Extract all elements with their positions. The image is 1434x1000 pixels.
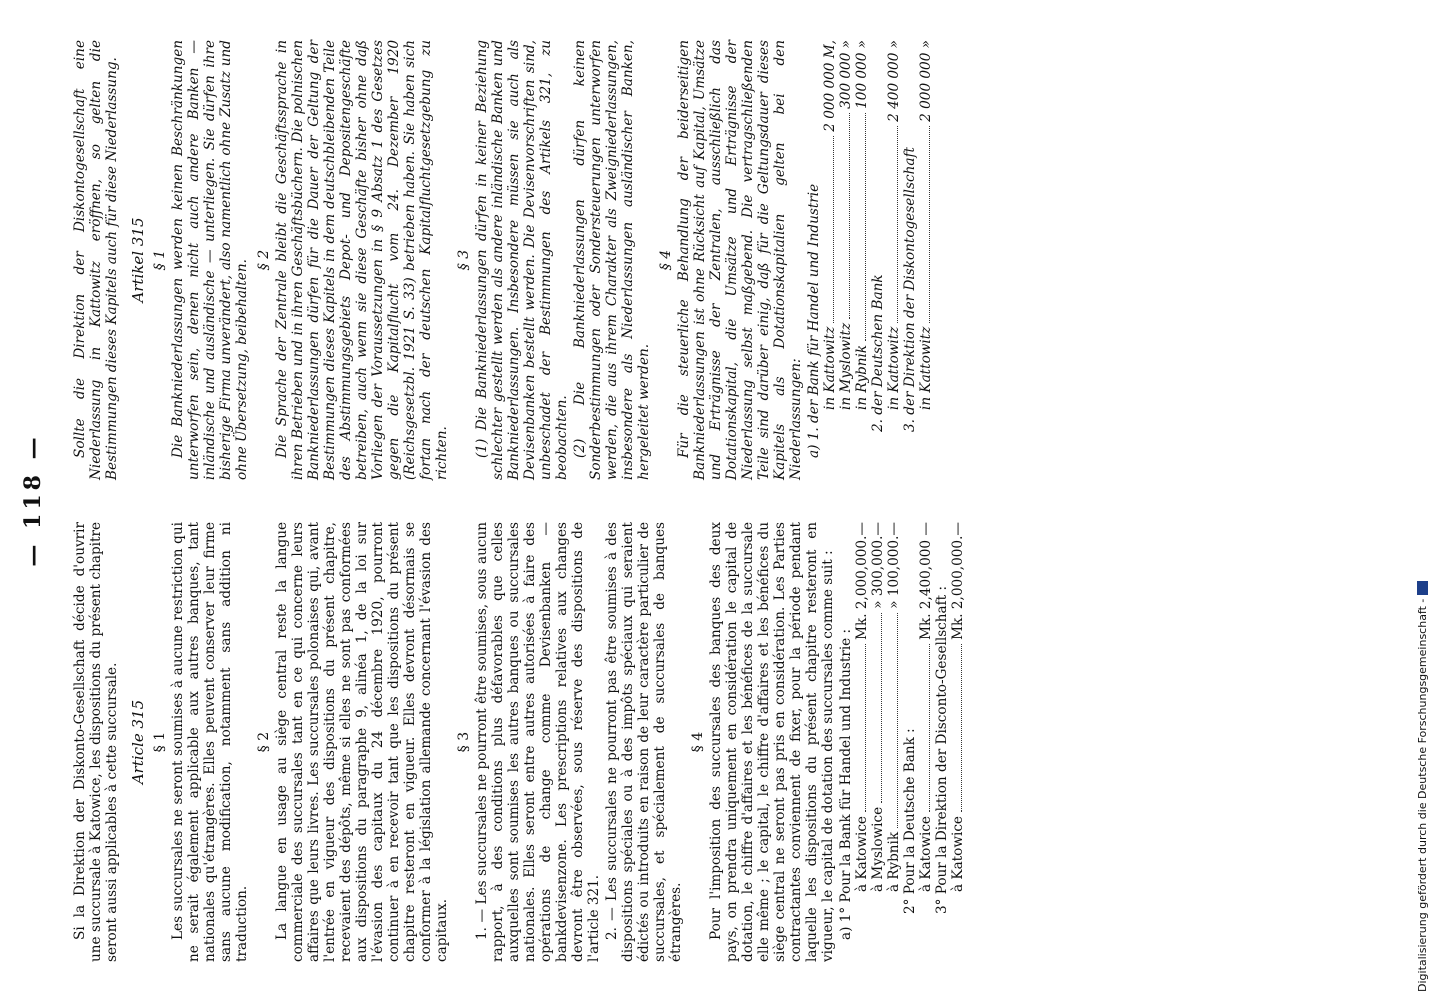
footer-text: Digitalisierung gefördert durch die Deutsche Forschungsgemeinschaft - — [1416, 598, 1429, 992]
french-s1-title: § 1 — [152, 731, 168, 753]
list-item: à Rybnik » 100,000.— — [886, 522, 902, 892]
list-item: à Katowice Mk. 2,400,000 — — [918, 522, 934, 892]
digitization-footer — [1416, 8, 1429, 992]
german-list-a2-rows — [886, 40, 902, 480]
french-list-a1: a) 1° Pour la Bank für Handel und Industrie : — [838, 628, 854, 940]
german-list-a1-rows — [822, 40, 870, 480]
list-item: in Kattowitz 2 000 000 » — [918, 40, 934, 410]
german-s4-title: § 4 — [658, 249, 674, 271]
german-article-title: Artikel 315 — [129, 217, 147, 303]
french-list-a3-rows — [950, 522, 966, 962]
french-s1-text: Les succursales ne seront soumises à aucune restriction qui ne serait également applicable aux autres banques, tant nationales qu'étrangères. Elles peuvent conserver leur firme sans aucune modification, notamment sans addition ni traduction. — [170, 522, 250, 962]
french-column — [72, 522, 966, 962]
french-intro: Si la Direktion der Diskonto-Gesellschaft décide d'ouvrir une succursale à Katowice, les dispositions du présent chapitre seront aussi applicables à cette succursale. — [72, 522, 120, 962]
german-s1-text: Die Bankniederlassungen werden keinen Beschränkungen unterworfen sein, denen nicht auch andere Banken — inländische und ausländische — unterliegen. Sie dürfen ihre bisherige Firma unverändert, also namentlich ohne Zusatz und ohne Übersetzung, beibehalten. — [170, 40, 250, 480]
list-item: in Kattowitz 2 000 000 M, — [822, 40, 838, 410]
german-s1-title: § 1 — [152, 249, 168, 271]
french-list-a1-rows — [854, 522, 902, 962]
french-list-a2: 2° Pour la Deutsche Bank : — [902, 728, 918, 914]
french-list-a3: 3° Pour la Direktion der Disconto-Gesellschaft : — [934, 585, 950, 914]
french-s3-title: § 3 — [456, 731, 472, 753]
german-column — [72, 40, 934, 480]
german-s2-text: Die Sprache der Zentrale bleibt die Geschäftssprache in ihren Betrieben und in ihren Geschäftsbüchern. Die polnischen Bankniederlassungen dürfen für die Dauer der Geltung der Bestimmungen dieses Kapitels in dem deutschbleibenden Teile des Abstimmungsgebiets Depot- und Depositengeschäfte betreiben, auch wenn sie diese Geschäfte bisher ohne daß Vorliegen der Voraussetzungen in § 9 Absatz 1 des Gesetzes gegen die Kapitalflucht vom 24. Dezember 1920 (Reichsgesetzbl. 1921 S. 33) betrieben haben. Sie haben sich fortan nach der deutschen Kapitalfluchtgesetzgebung zu richten. — [274, 40, 450, 480]
list-item: à Katowice Mk. 2,000,000.— — [950, 522, 966, 892]
french-s3-p1: 1. — Les succursales ne pourront être soumises, sous aucun rapport, à des conditions plus défavorables que celles auxquelles sont soumises les autres banques ou succursales nationales. Elles seront entre autres autorisées à faire des opérations de change comme Devisenbanken — bankdevisenzone. Les prescriptions relatives aux changes devront être observées, sous réserve des dispositions de l'article 321. — [474, 522, 602, 962]
french-s3-p2: 2. — Les succursales ne pourront pas être soumises à des dispositions spéciales ou à des impôts spéciaux qui seraient édictés ou introduits en raison de leur caractère particulier de succursales, et spécialement de succursales de banques étrangères. — [604, 522, 684, 962]
list-item: in Kattowitz 2 400 000 » — [886, 40, 902, 410]
german-s4-text: Für die steuerliche Behandlung der beiderseitigen Bankniederlassungen ist ohne Rücksicht auf Kapital, Umsätze und Erträgnisse der Zentralen, ausschließlich das Dotationskapital, die Umsätze und Erträgnisse der Niederlassung selbst maßgebend. Die vertragschließenden Teile sind darüber einig, daß für die Geltungsdauer dieses Kapitels als Dotationskapitalien gelten bei den Niederlassungen: — [676, 40, 804, 480]
french-s2-title: § 2 — [256, 731, 272, 753]
german-list-a1: a) 1. der Bank für Handel und Industrie — [806, 183, 822, 458]
dfg-logo-icon — [1417, 581, 1428, 595]
german-s3-p2: (2) Die Bankniederlassungen dürfen keinen Sonderbestimmungen oder Sondersteuerungen unterworfen werden, die aus ihrem Charakter als Zweigniederlassungen, insbesondere als Niederlassungen ausländischer Banken, hergeleitet werden. — [572, 40, 652, 480]
page-number: — 118 — — [20, 433, 46, 567]
german-s3-title: § 3 — [456, 249, 472, 271]
german-s3-p1: (1) Die Bankniederlassungen dürfen in keiner Beziehung schlechter gestellt werden als andere inländische Banken und Bankniederlassungen. Insbesondere müssen sie auch als Devisenbanken bestellt werden. Die Devisenvorschriften sind, unbeschadet der Bestimmungen des Artikels 321, zu beobachten. — [474, 40, 570, 480]
list-item: à Myslowice » 300,000.— — [870, 522, 886, 892]
german-list-a3: 3. der Direktion der Diskontogesellschaft — [902, 147, 918, 432]
list-item: in Myslowitz 300 000 » — [838, 40, 854, 410]
french-s4-text: Pour l'imposition des succursales des banques des deux pays, on prendra uniquement en considération le capital de dotation, le chiffre d'affaires et les bénéfices de la succursale elle même ; le capital, le chiffre d'affaires et les bénéfices du siège central ne seront pas pris en considération. Les Parties contractantes conviennent de fixer, pour la période pendant laquelle les dispositions du présent chapitre resteront en vigueur, le capital de dotation des succursales comme suit : — [708, 522, 836, 962]
french-s2-text: La langue en usage au siège central reste la langue commerciale des succursales tant en ce qui concerne leurs affaires que leurs livres. Les succursales polonaises qui, avant l'entrée en vigueur des dispositions du présent chapitre, recevaient des dépôts, même si elles ne sont pas conformées aux dispositions du paragraphe 9, alinéa 1, de la loi sur l'évasion des capitaux du 24 décembre 1920, pourront continuer à en recevoir tant que les dispositions du présent chapitre resteront en vigueur. Elles devront désormais se conformer à la législation allemande concernant l'évasion des capitaux. — [274, 522, 450, 962]
german-intro: Sollte die Direktion der Diskontogesellschaft eine Niederlassung in Kattowitz eröffnen, so gelten die Bestimmungen dieses Kapitels auch für diese Niederlassung. — [72, 40, 120, 480]
list-item: in Rybnik 100 000 » — [854, 40, 870, 410]
german-list-a2: 2. der Deutschen Bank — [870, 274, 886, 432]
french-article-title: Article 315 — [129, 699, 147, 785]
french-list-a2-rows — [918, 522, 934, 962]
list-item: à Katowice Mk. 2,000,000.— — [854, 522, 870, 892]
german-s2-title: § 2 — [256, 249, 272, 271]
german-list-a3-rows — [918, 40, 934, 480]
french-s4-title: § 4 — [690, 731, 706, 753]
